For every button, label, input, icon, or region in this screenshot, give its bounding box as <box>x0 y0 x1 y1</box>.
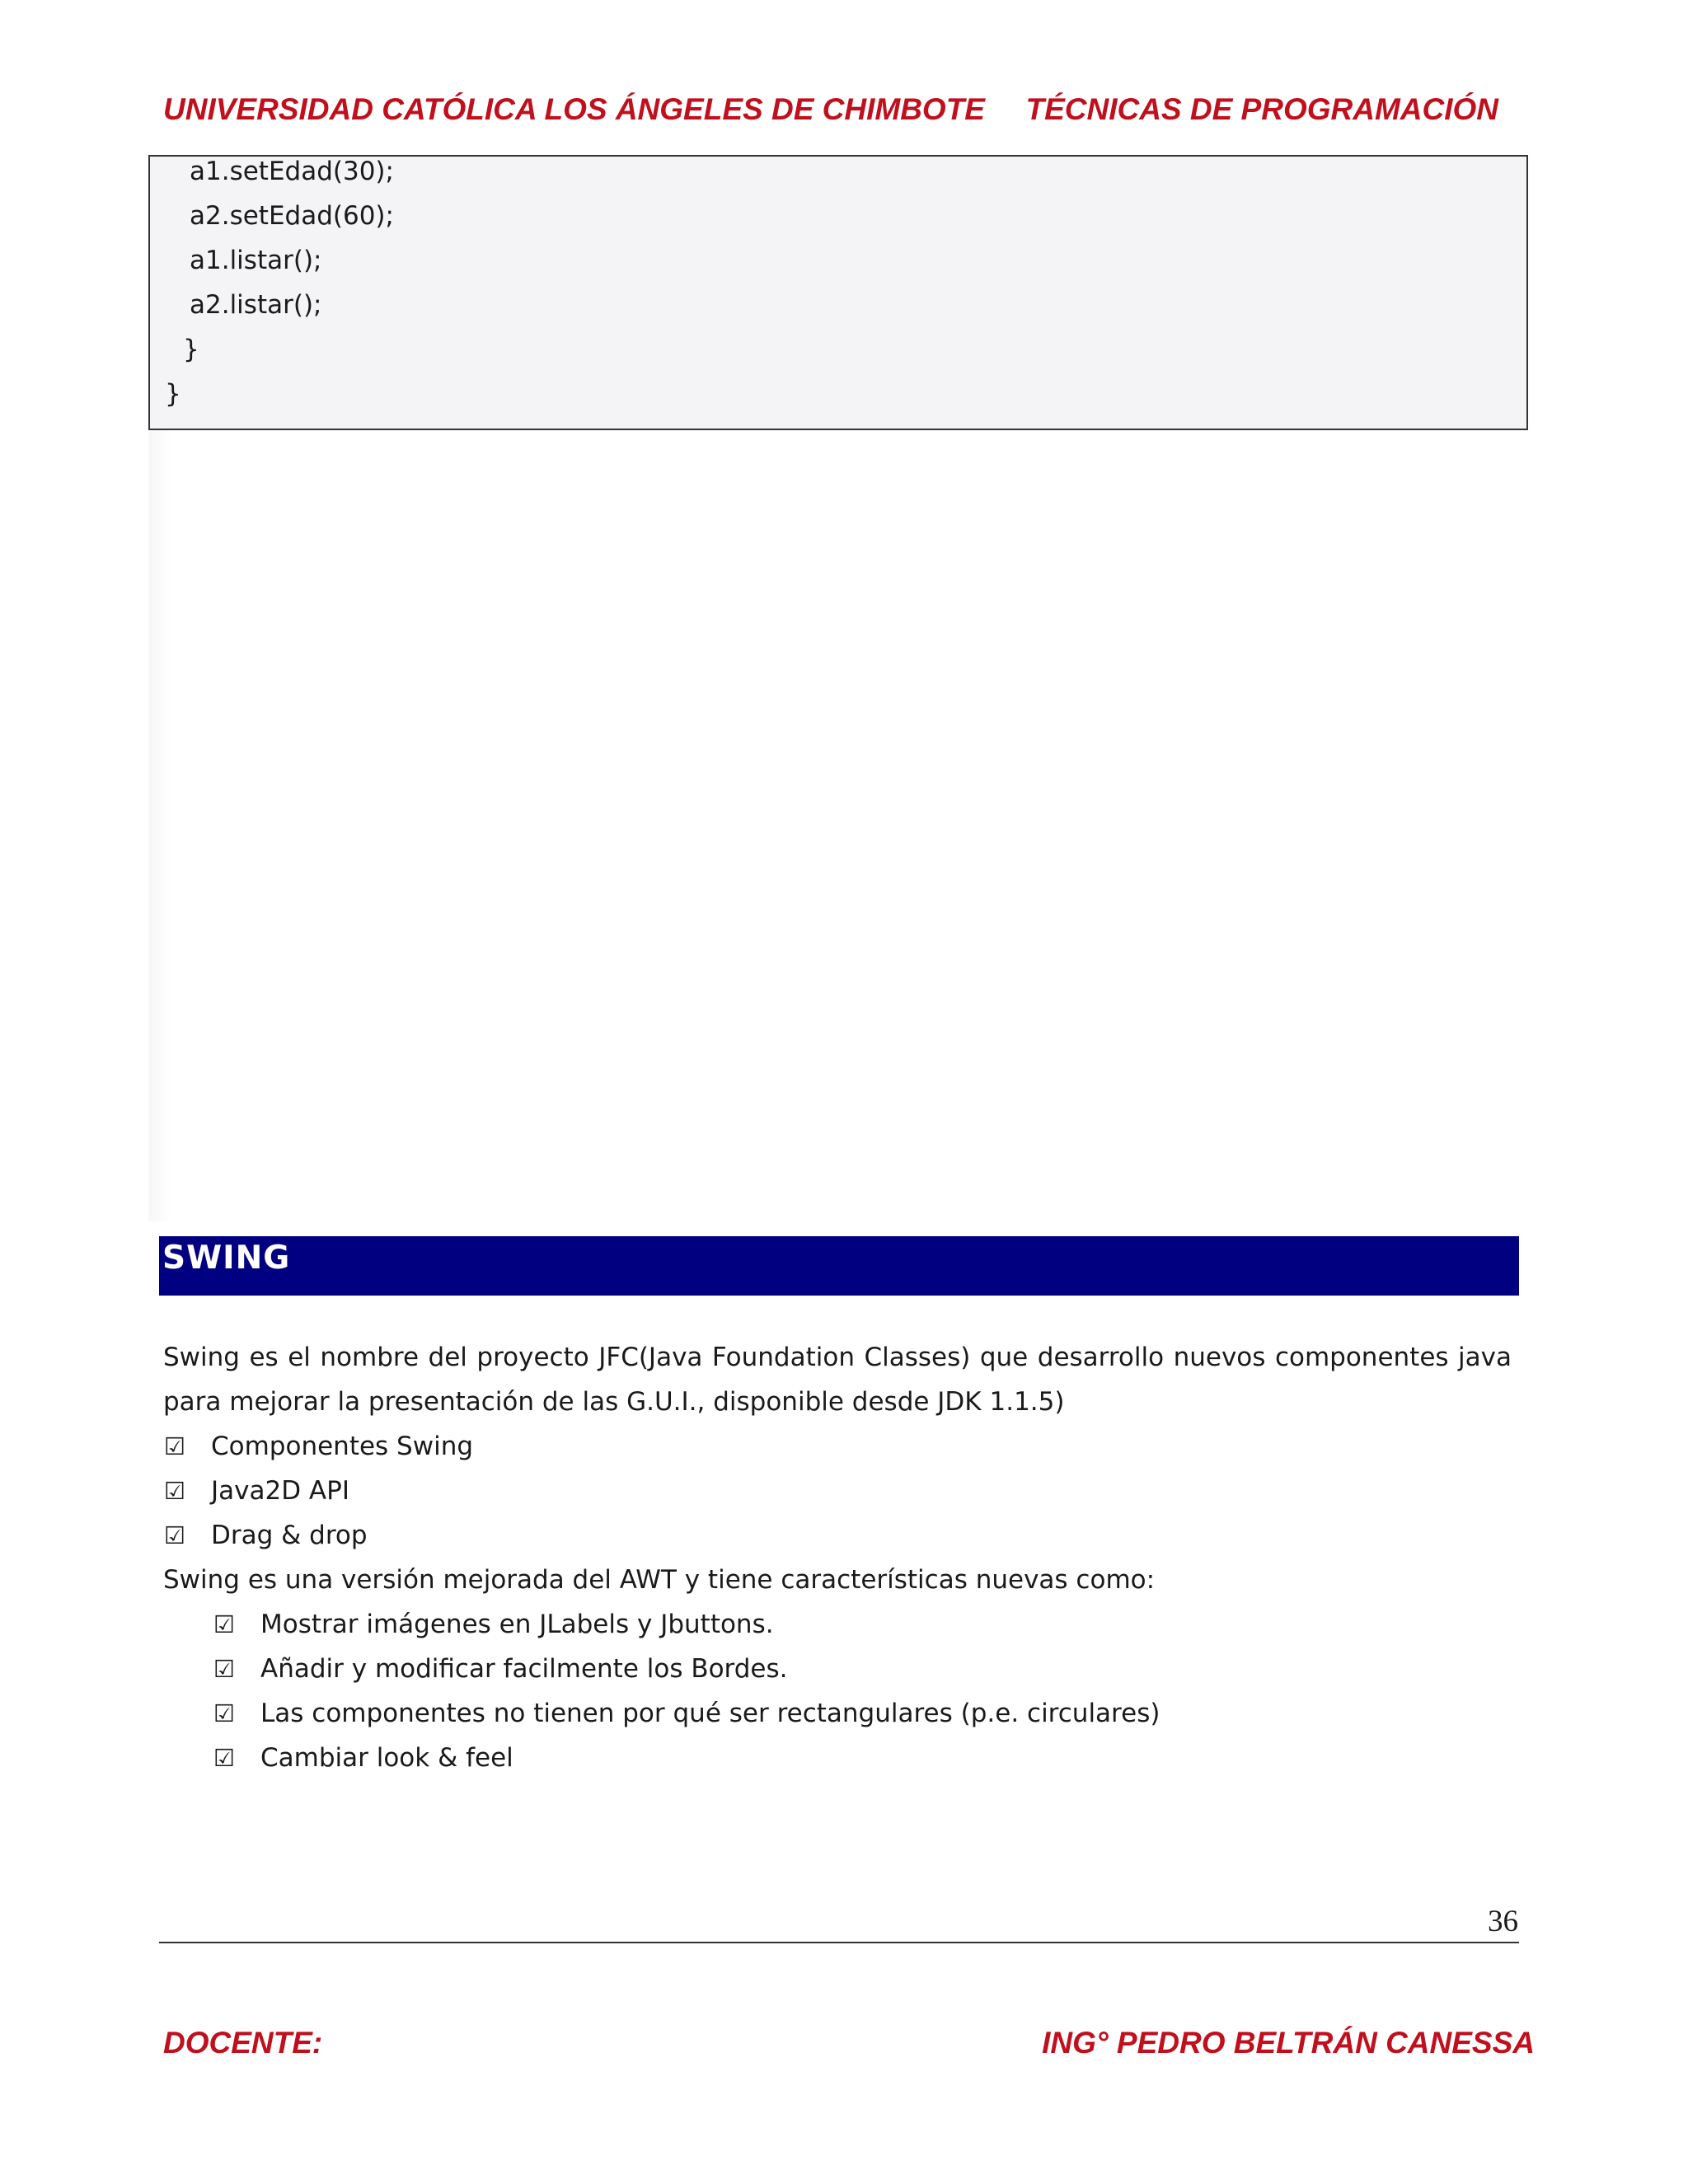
checkbox-icon: ☑ <box>164 1432 185 1460</box>
list-item-text: Las componentes no tienen por qué ser rectangulares (p.e. circulares) <box>260 1699 1160 1728</box>
code-line: a2.listar(); <box>190 290 322 320</box>
section-heading-bar <box>159 1236 1519 1296</box>
list-item <box>163 1647 1512 1691</box>
code-line: a1.listar(); <box>190 246 322 275</box>
checkbox-icon: ☑ <box>164 1477 185 1505</box>
section-title: SWING <box>162 1240 291 1277</box>
checkbox-icon: ☑ <box>164 1521 185 1549</box>
list-item-text: Componentes Swing <box>211 1432 474 1461</box>
code-line: } <box>183 335 199 364</box>
code-line: } <box>165 379 181 409</box>
list-item <box>163 1513 1512 1558</box>
list-item-text: Cambiar look & feel <box>260 1743 513 1773</box>
footer-teacher-name: ING° PEDRO BELTRÁN CANESSA <box>1042 2026 1535 2060</box>
code-line: a2.setEdad(60); <box>190 201 394 231</box>
list-item <box>163 1602 1512 1647</box>
checkbox-icon: ☑ <box>213 1744 235 1772</box>
footer-label: DOCENTE: <box>163 2026 323 2060</box>
list-item-text: Drag & drop <box>211 1521 368 1550</box>
list-item <box>163 1736 1512 1780</box>
code-line: a1.setEdad(30); <box>190 157 394 186</box>
header-university: UNIVERSIDAD CATÓLICA LOS ÁNGELES DE CHIMBOTE <box>163 92 985 126</box>
section-content <box>163 1335 1512 1780</box>
list-item-text: Java2D API <box>211 1476 349 1506</box>
header-course: TÉCNICAS DE PROGRAMACIÓN <box>1025 92 1498 126</box>
page-number: 36 <box>1488 1905 1518 1938</box>
list-item <box>163 1424 1512 1469</box>
checkbox-icon: ☑ <box>213 1699 235 1727</box>
page-header <box>163 92 1523 134</box>
checkbox-icon: ☑ <box>213 1610 235 1638</box>
list-item-text: Mostrar imágenes en JLabels y Jbuttons. <box>260 1610 774 1639</box>
code-block <box>148 155 1528 430</box>
intro-paragraph: Swing es el nombre del proyecto JFC(Java Foundation Classes) que desarrollo nuevos componentes java para mejorar la presentación de las G.U.I., disponible desde JDK 1.1.5) <box>163 1343 1512 1417</box>
checkbox-icon: ☑ <box>213 1655 235 1683</box>
footer-divider <box>159 1942 1519 1943</box>
list-item <box>163 1691 1512 1736</box>
blank-area <box>148 430 173 1221</box>
list-item-text: Añadir y modificar facilmente los Bordes. <box>260 1654 788 1684</box>
second-paragraph: Swing es una versión mejorada del AWT y tiene características nuevas como: <box>163 1565 1156 1595</box>
list-item <box>163 1469 1512 1513</box>
